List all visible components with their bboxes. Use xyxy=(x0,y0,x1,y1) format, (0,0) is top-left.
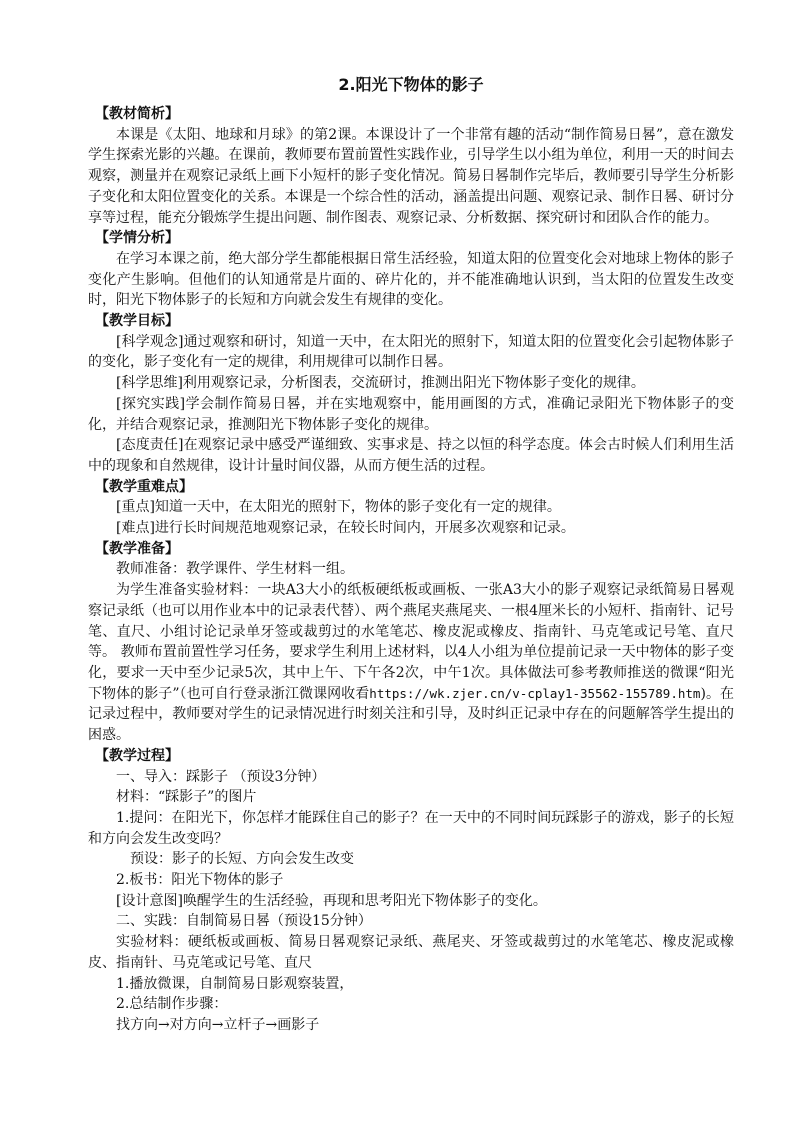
paragraph: 本课是《太阳、地球和月球》的第2课。本课设计了一个非常有趣的活动“制作简易日晷”，意在激发学生探索光影的兴趣。在课前，教师要布置前置性实践作业，引导学生以小组为单位，利用一天的时间去观察，测量并在观察记录纸上画下小短杆的影子变化情况。简易日晷制作完毕后，教师要引导学生分析影子变化和太阳位置变化的关系。本课是一个综合性的活动，涵盖提出问题、观察记录、制作日晷、研讨分享等过程，能充分锻炼学生提出问题、制作图表、观察记录、分析数据、探究研讨和团队合作的能力。 xyxy=(88,126,734,226)
section-heading-student: 【学情分析】 xyxy=(95,230,179,247)
paragraph: [探究实践]学会制作简易日晷，并在实地观察中，能用画图的方式，准确记录阳光下物体影子的变化，并结合观察记录，推测阳光下物体影子变化的规律。 xyxy=(88,395,734,433)
paragraph: 教师准备：教学课件、学生材料一组。 xyxy=(116,561,354,578)
paragraph: [难点]进行长时间规范地观察记录，在较长时间内，开展多次观察和记录。 xyxy=(116,520,575,537)
step-heading: 一、导入：踩影子 （预设3分钟） xyxy=(116,768,326,785)
section-heading-preparation: 【教学准备】 xyxy=(95,540,179,557)
paragraph: [科学思维]利用观察记录，分析图表，交流研讨，推测出阳光下物体影子变化的规律。 xyxy=(116,375,645,392)
paragraph: 找方向→对方向→立杆子→画影子 xyxy=(116,1016,320,1033)
paragraph-text: )。在记录过程中，教师要对学生的记录情况进行时刻关注和引导，及时纠正记录中存在的问题解答学生提出的困惑。 xyxy=(88,685,735,744)
paragraph: 实验材料：硬纸板或画板、简易日晷观察记录纸、燕尾夹、牙签或裁剪过的水笔笔芯、橡皮泥或橡皮、指南针、马克笔或记号笔、直尺 xyxy=(88,934,734,971)
document-page xyxy=(88,70,734,1036)
step-heading: 二、实践：自制简易日晷（预设15分钟） xyxy=(116,913,372,930)
paragraph xyxy=(88,580,734,746)
section-heading-process: 【教学过程】 xyxy=(95,747,179,764)
paragraph-text: 为学生准备实验材料：一块A3大小的纸板硬纸板或画板、一张A3大小的影子观察记录纸简易日晷观察记录纸（也可以用作业本中的记录表代替）、两个燕尾夹燕尾夹、一根4厘米长的小短杆、指南针、记号笔、直尺、小组讨论记录单牙签或裁剪过的水笔笔芯、橡皮泥或橡皮、指南针、马克笔或记号笔、直尺等。 教师布置前置性学习任务，要求学生利用上述材料，以4人小组为单位提前记录一天中物体的影子变化，要求一天中至少记录5次，其中上午、下午各2次，中午1次。具体做法可参考教师推送的微课“阳光下物体的影子”（也可自行登录浙江微课网收看 xyxy=(88,582,734,702)
paragraph: 在学习本课之前，绝大部分学生都能根据日常生活经验，知道太阳的位置变化会对地球上物体的影子变化产生影响。但他们的认知通常是片面的、碎片化的，并不能准确地认识到，当太阳的位置发生改变时，阳光下物体影子的长短和方向就会发生有规律的变化。 xyxy=(88,250,734,309)
paragraph: 2.板书：阳光下物体的影子 xyxy=(116,872,284,889)
paragraph: 2.总结制作步骤： xyxy=(116,996,228,1013)
paragraph: [科学观念]通过观察和研讨，知道一天中，在太阳光的照射下，知道太阳的位置变化会引起物体影子的变化，影子变化有一定的规律，利用规律可以制作日晷。 xyxy=(88,333,734,371)
paragraph: 1.播放微课，自制简易日影观察装置， xyxy=(116,975,354,992)
document-title: 2.阳光下物体的影子 xyxy=(338,75,484,94)
paragraph: [态度责任]在观察记录中感受严谨细致、实事求是、持之以恒的科学态度。体会古时候人们利用生活中的现象和自然规律，设计计量时间仪器，从而方便生活的过程。 xyxy=(88,437,734,474)
paragraph: [重点]知道一天中，在太阳光的照射下，物体的影子变化有一定的规律。 xyxy=(116,499,561,516)
section-heading-goals: 【教学目标】 xyxy=(95,313,179,330)
microlesson-url[interactable]: https://wk.zjer.cn/v-cplay1-35562-155789.htm xyxy=(369,685,701,701)
paragraph: 预设：影子的长短、方向会发生改变 xyxy=(130,851,354,868)
paragraph: 材料：“踩影子”的图片 xyxy=(116,789,257,806)
paragraph: [设计意图]唤醒学生的生活经验，再现和思考阳光下物体影子的变化。 xyxy=(116,892,547,909)
section-heading-material: 【教材简析】 xyxy=(95,106,179,122)
paragraph: 1.提问：在阳光下，你怎样才能踩住自己的影子？在一天中的不同时间玩踩影子的游戏，影子的长短和方向会发生改变吗？ xyxy=(88,809,734,847)
section-heading-keypoints: 【教学重难点】 xyxy=(95,478,193,495)
